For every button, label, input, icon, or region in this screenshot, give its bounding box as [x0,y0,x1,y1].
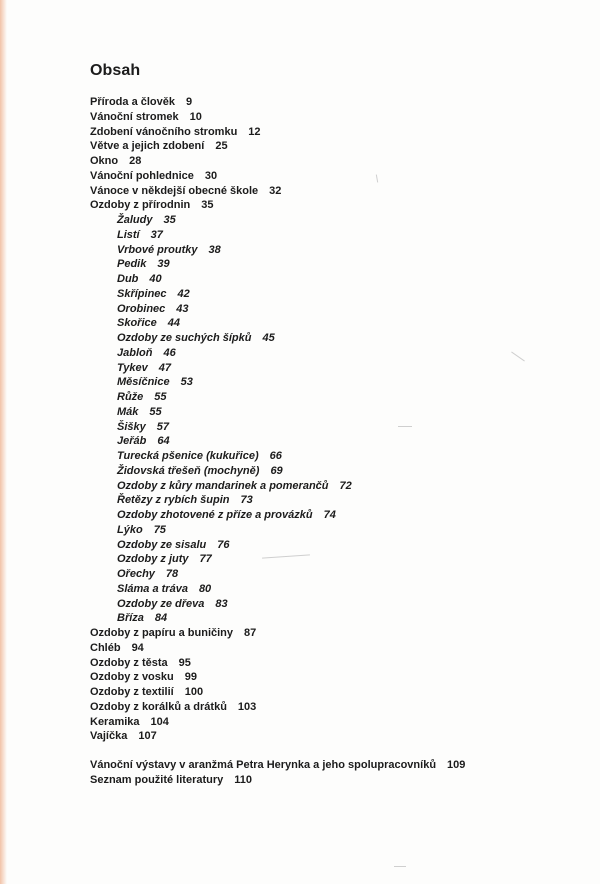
toc-subentry [90,331,570,346]
toc-subentry [90,405,570,420]
toc-entry [90,125,570,140]
toc-entry-page: 35 [201,199,214,212]
toc-subentry [90,375,570,390]
toc-entry-title: Vánoční stromek [90,110,179,123]
toc-entry [90,729,570,744]
toc-entry [90,184,570,199]
toc-subentry [90,538,570,553]
toc-entry-title: Orobinec [117,302,166,315]
toc-entry-title: Okno [90,155,119,167]
toc-entry-page: 80 [198,582,212,595]
toc-entry-title: Pedik [117,258,147,271]
toc-subentry [90,287,570,302]
toc-entry-page: 9 [186,96,193,108]
toc-entry-title: Bříza [117,612,144,625]
toc-entry-page: 47 [158,361,172,374]
toc-entry-page: 73 [240,494,253,507]
toc-entry-page: 37 [150,228,163,241]
toc-entry-title: Ozdoby ze sisalu [117,538,207,551]
toc-entry-title: Ozdoby z korálků a drátků [90,700,227,713]
toc-entry-page: 99 [184,671,197,684]
page-title: Obsah [90,62,141,79]
toc-subentry [90,523,570,538]
toc-subentry [90,390,570,405]
toc-entry-page: 35 [163,214,176,226]
toc-entry [90,773,570,788]
toc-subentry [90,361,570,376]
toc-entry-page: 30 [204,169,218,182]
toc-entry [90,139,570,154]
toc-entry-title: Lýko [117,523,143,536]
toc-entry-title: Dub [117,273,139,285]
toc-entry-title: Ozdoby z přírodnin [90,199,191,212]
toc-subentry [90,346,570,361]
toc-entry-title: Vánoční výstavy v aranžmá Petra Herynka a jeho spolupracovníků [90,759,437,771]
table-of-contents [90,95,570,788]
toc-subentry [90,493,570,508]
toc-entry-title: Vajíčka [90,730,128,743]
toc-entry-title: Skřípinec [117,287,167,300]
toc-entry [90,715,570,730]
toc-entry-title: Jeřáb [117,435,147,448]
toc-entry-title: Ozdoby ze suchých šípků [117,332,252,344]
toc-subentry [90,508,570,523]
toc-entry [90,758,570,773]
toc-subentry [90,434,570,449]
toc-entry-page: 28 [129,155,142,167]
toc-entry [90,95,570,110]
toc-entry [90,169,570,184]
toc-entry-page: 107 [138,730,157,743]
toc-entry-title: Měsíčnice [117,376,170,389]
toc-entry-title: Žaludy [117,214,153,226]
toc-entry-page: 57 [156,420,169,433]
toc-entry [90,656,570,671]
toc-entry-page: 100 [184,686,204,698]
toc-entry-title: Listí [117,228,140,241]
toc-entry-page: 66 [269,450,282,462]
toc-entry [90,110,570,125]
scan-mark [398,426,412,427]
toc-subentry [90,449,570,464]
toc-entry-page: 53 [180,376,193,389]
toc-entry-page: 109 [447,759,466,771]
toc-entry-page: 55 [154,391,167,403]
toc-entry-title: Sláma a tráva [117,582,188,595]
toc-entry-page: 103 [237,700,257,713]
toc-entry-title: Tykev [117,361,148,374]
toc-entry-page: 95 [178,656,191,669]
toc-entry-title: Řetězy z rybích šupin [117,494,230,507]
toc-entry-page: 72 [339,479,352,492]
toc-entry-page: 32 [269,184,282,197]
toc-entry [90,670,570,685]
toc-entry-page: 77 [199,553,212,566]
toc-subentry [90,213,570,228]
toc-subentry [90,597,570,612]
toc-entry-title: Seznam použité literatury [90,773,224,786]
toc-entry-page: 84 [154,612,168,625]
toc-entry-title: Ozdoby ze dřeva [117,597,205,610]
toc-entry-page: 83 [215,597,228,610]
toc-entry-page: 10 [189,110,202,123]
toc-entry-title: Mák [117,405,139,418]
toc-entry-page: 44 [167,317,180,330]
toc-subentry [90,228,570,243]
toc-subentry [90,552,570,567]
toc-entry-page: 40 [149,273,162,285]
toc-entry-page: 25 [215,140,228,153]
toc-entry-page: 104 [150,715,169,728]
toc-entry-title: Šišky [117,420,146,433]
toc-entry-title: Vánoční pohlednice [90,169,194,182]
toc-entry-page: 39 [157,258,170,271]
toc-entry-page: 74 [323,509,336,521]
toc-entry-title: Větve a jejich zdobení [90,140,205,153]
toc-subentry [90,243,570,258]
toc-entry-page: 46 [163,346,176,359]
toc-entry-page: 75 [153,523,166,536]
toc-entry-title: Ozdoby z papíru a buničiny [90,627,234,639]
toc-entry [90,685,570,700]
toc-entry-title: Růže [117,391,144,403]
toc-entry-title: Keramika [90,715,140,728]
page-edge-shadow [0,0,7,884]
toc-entry-page: 55 [149,405,162,418]
toc-entry-page: 76 [217,538,230,551]
toc-entry-page: 43 [176,302,189,315]
toc-entry-title: Skořice [117,317,157,330]
toc-entry [90,198,570,213]
toc-subentry [90,316,570,331]
toc-entry-page: 38 [208,243,221,256]
toc-subentry [90,257,570,272]
toc-entry-title: Ozdoby zhotovené z příze a provázků [117,509,313,521]
toc-entry-title: Turecká pšenice (kukuřice) [117,450,259,462]
toc-entry-title: Ozdoby z kůry mandarinek a pomerančů [117,479,329,492]
toc-entry-title: Zdobení vánočního stromku [90,125,238,138]
toc-entry [90,154,570,169]
toc-entry-title: Chléb [90,641,121,654]
toc-entry-page: 78 [165,568,179,580]
toc-entry [90,700,570,715]
toc-subentry [90,611,570,626]
toc-subentry [90,582,570,597]
toc-entry-page: 12 [248,125,261,138]
toc-subentry [90,479,570,494]
toc-entry-page: 87 [244,627,257,639]
toc-entry-page: 69 [270,464,283,477]
toc-entry-title: Ozdoby z těsta [90,656,168,669]
toc-entry-page: 45 [262,332,275,344]
toc-entry-title: Ozdoby z vosku [90,671,174,684]
toc-entry-title: Příroda a člověk [90,96,175,108]
toc-entry-page: 110 [234,773,253,786]
toc-entry-title: Ozdoby z textilií [90,686,174,698]
toc-entry-page: 42 [177,287,190,300]
toc-entry-page: 94 [131,641,144,654]
toc-subentry [90,567,570,582]
toc-entry-title: Vrbové proutky [117,243,198,256]
toc-entry-title: Židovská třešeň (mochyně) [117,464,260,477]
toc-subentry [90,464,570,479]
toc-subentry [90,420,570,435]
toc-subentry [90,302,570,317]
toc-entry-page: 64 [157,435,170,448]
toc-entry [90,626,570,641]
toc-entry [90,641,570,656]
toc-entry-title: Ozdoby z juty [117,553,189,566]
toc-entry-title: Vánoce v někdejší obecné škole [90,184,259,197]
toc-subentry [90,272,570,287]
toc-entry-title: Jabloň [117,346,153,359]
toc-entry-title: Ořechy [117,568,155,580]
scan-mark [394,866,406,867]
